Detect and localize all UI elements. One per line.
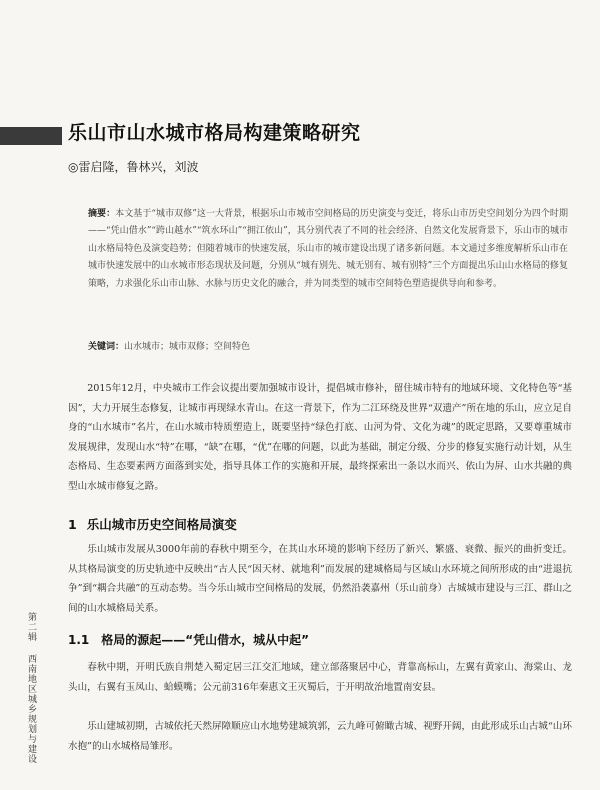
side-column: 西南地区城乡规划与建设 xyxy=(26,653,36,764)
abstract-text: 本文基于“城市双修”这一大背景，根据乐山市城市空间格局的历史演变与变迁，将乐山市历史空间划分为四个时期——“凭山借水”“跨山越水”“筑水环山”“拥江依山”，其分别代表了不同的社会经济、自然文化发展背景下，乐山市的城市山水格局特色及演变趋势；但随着城市的快速发展，乐山市的城市建设出现了诸多新问题。本文通过多维度解析乐山市在城市快速发展中的山水城市形态现状及问题，分别从“城有别先、城无别有、城有别特”三个方面提出乐山山水格局的修复策略，力求强化乐山市山脉、水脉与历史文化的融合，并为同类型的城市空间特色塑造提供导向和参考。 xyxy=(88,209,568,289)
side-issue: 第二辑 xyxy=(26,612,36,642)
body-paragraph-4: 乐山建城初期，古城依托天然屏障顺应山水地势建城筑郭，云九峰可俯瞰古城、视野开阔，由此形成乐山古城“山环水抱”的山水城格局雏形。 xyxy=(68,721,572,752)
article-title: 乐山市山水城市格局构建策略研究 xyxy=(68,122,361,144)
keywords xyxy=(88,339,568,355)
section-title: 乐山城市历史空间格局演变 xyxy=(86,517,237,532)
section-heading-1 xyxy=(68,515,237,533)
body-paragraph-1: 2015年12月，中央城市工作会议提出要加强城市设计，提倡城市修补，留住城市特有的地域环境、文化特色等“基因”，大力开展生态修复，让城市再现绿水青山。在这一背景下，作为二江环绕及世界“双遗产”所在地的乐山，应立足自身的“山水城市”名片，在山水城市特质塑造上，既要坚持“绿色打底、山河为骨、文化为魂”的既定思路，又要尊重城市发展规律，发现山水“特”在哪，“缺”在哪，“优”在哪的问题，以此为基础，制定分级、分步的修复实施行动计划，从生态格局、生态要素两方面落到实处，指导具体工作的实施和开展，最终探索出一条以水而兴、依山为屏、山水共融的典型山水城市修复之路。 xyxy=(68,383,572,492)
abstract xyxy=(88,206,568,293)
body-paragraph-3: 春秋中期，开明氏族自荆楚入蜀定居三江交汇地域，建立部落聚居中心，背靠高标山，左翼有黄家山、海棠山、龙头山，右翼有玉凤山、蛤蟆嘴；公元前316年秦惠文王灭蜀后，于开明故治地置南安县。 xyxy=(68,662,572,693)
article-authors: ◎雷启隆，鲁林兴，刘波 xyxy=(68,160,199,174)
subsection-heading-1-1 xyxy=(68,631,309,648)
subsection-number: 1.1 xyxy=(68,633,90,647)
keywords-text: 山水城市；城市双修；空间特色 xyxy=(124,342,251,352)
section-number: 1 xyxy=(68,517,77,532)
title-accent-bar xyxy=(0,127,62,145)
side-running-head xyxy=(22,612,38,764)
body-paragraph-2: 乐山城市发展从3000年前的春秋中期至今，在其山水环境的影响下经历了新兴、繁盛、衰微、振兴的曲折变迁。从其格局演变的历史轨迹中反映出“古人民“因天材、就地利”而发展的建城格局与区域山水环境之间所形成的由“进退抗争”到“耦合共融”的互动态势。当今乐山城市空间格局的发展，仍然沿袭嘉州（乐山前身）古城城市建设与三江、群山之间的山水城格局关系。 xyxy=(68,544,572,614)
subsection-title: 格局的源起——“凭山借水，城从中起” xyxy=(101,633,310,647)
abstract-label: 摘要： xyxy=(88,209,116,219)
keywords-label: 关键词： xyxy=(88,342,125,352)
